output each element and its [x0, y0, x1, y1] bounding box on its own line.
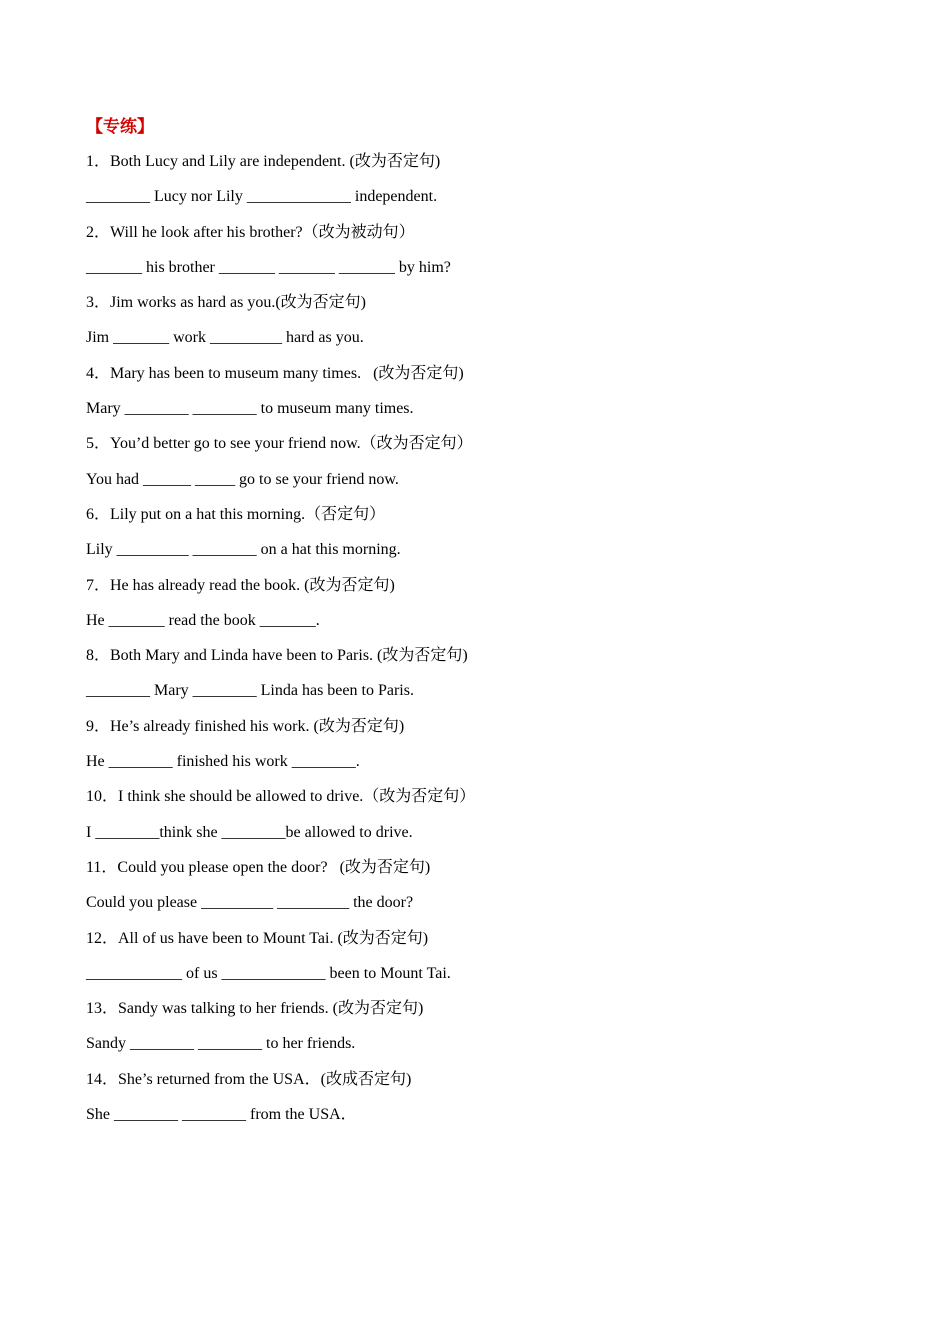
answer-blank-line: I ________think she ________be allowed to drive. [86, 823, 413, 841]
exercise-item-6 [86, 501, 475, 572]
section-heading: 【专练】 [86, 117, 154, 137]
question-text: 9．He’s already finished his work. (改为否定句) [86, 717, 405, 735]
question-text: 10．I think she should be allowed to drive.（改为否定句） [86, 788, 476, 806]
question-text: 13．Sandy was talking to her friends. (改为否定句) [86, 1000, 424, 1018]
answer-blank-line: She ________ ________ from the USA． [86, 1106, 357, 1124]
exercise-item-12 [86, 925, 475, 996]
answer-blank-line: Lily _________ ________ on a hat this morning. [86, 541, 401, 559]
exercise-item-5 [86, 430, 475, 501]
question-text: 11．Could you please open the door? (改为否定句) [86, 858, 431, 876]
exercise-item-3 [86, 289, 475, 360]
question-text: 14．She’s returned from the USA．(改成否定句) [86, 1070, 412, 1088]
question-text: 2．Will he look after his brother?（改为被动句） [86, 223, 415, 241]
exercise-list [86, 148, 475, 1136]
exercise-item-1 [86, 148, 475, 219]
question-text: 1．Both Lucy and Lily are independent. (改为否定句) [86, 153, 441, 170]
exercise-item-7 [86, 572, 475, 643]
question-text: 7．He has already read the book. (改为否定句) [86, 576, 395, 594]
exercise-item-11 [86, 854, 475, 925]
exercise-item-13 [86, 995, 475, 1066]
answer-blank-line: Could you please _________ _________ the door? [86, 894, 414, 912]
answer-blank-line: Jim _______ work _________ hard as you. [86, 329, 364, 347]
answer-blank-line: You had ______ _____ go to se your friend now. [86, 470, 399, 488]
answer-blank-line: _______ his brother _______ _______ _______ by him? [86, 258, 451, 276]
answer-blank-line: ____________ of us _____________ been to Mount Tai. [86, 964, 451, 982]
answer-blank-line: Sandy ________ ________ to her friends. [86, 1035, 356, 1053]
exercise-item-9 [86, 713, 475, 784]
answer-blank-line: ________ Mary ________ Linda has been to Paris. [86, 682, 414, 700]
exercise-item-14 [86, 1066, 475, 1137]
question-text: 12．All of us have been to Mount Tai. (改为否定句) [86, 929, 429, 947]
question-text: 6．Lily put on a hat this morning.（否定句） [86, 505, 386, 523]
question-text: 5．You’d better go to see your friend now.（改为否定句） [86, 435, 473, 453]
question-text: 8．Both Mary and Linda have been to Paris. (改为否定句) [86, 647, 468, 665]
answer-blank-line: Mary ________ ________ to museum many times. [86, 400, 414, 418]
answer-blank-line: ________ Lucy nor Lily _____________ independent. [86, 188, 438, 206]
exercise-item-8 [86, 642, 475, 713]
answer-blank-line: He _______ read the book _______. [86, 611, 320, 629]
exercise-item-4 [86, 360, 475, 431]
question-text: 4．Mary has been to museum many times. (改为否定句) [86, 364, 464, 382]
answer-blank-line: He ________ finished his work ________. [86, 753, 360, 771]
exercise-item-2 [86, 219, 475, 290]
question-text: 3．Jim works as hard as you.(改为否定句) [86, 294, 366, 312]
exercise-item-10 [86, 783, 475, 854]
